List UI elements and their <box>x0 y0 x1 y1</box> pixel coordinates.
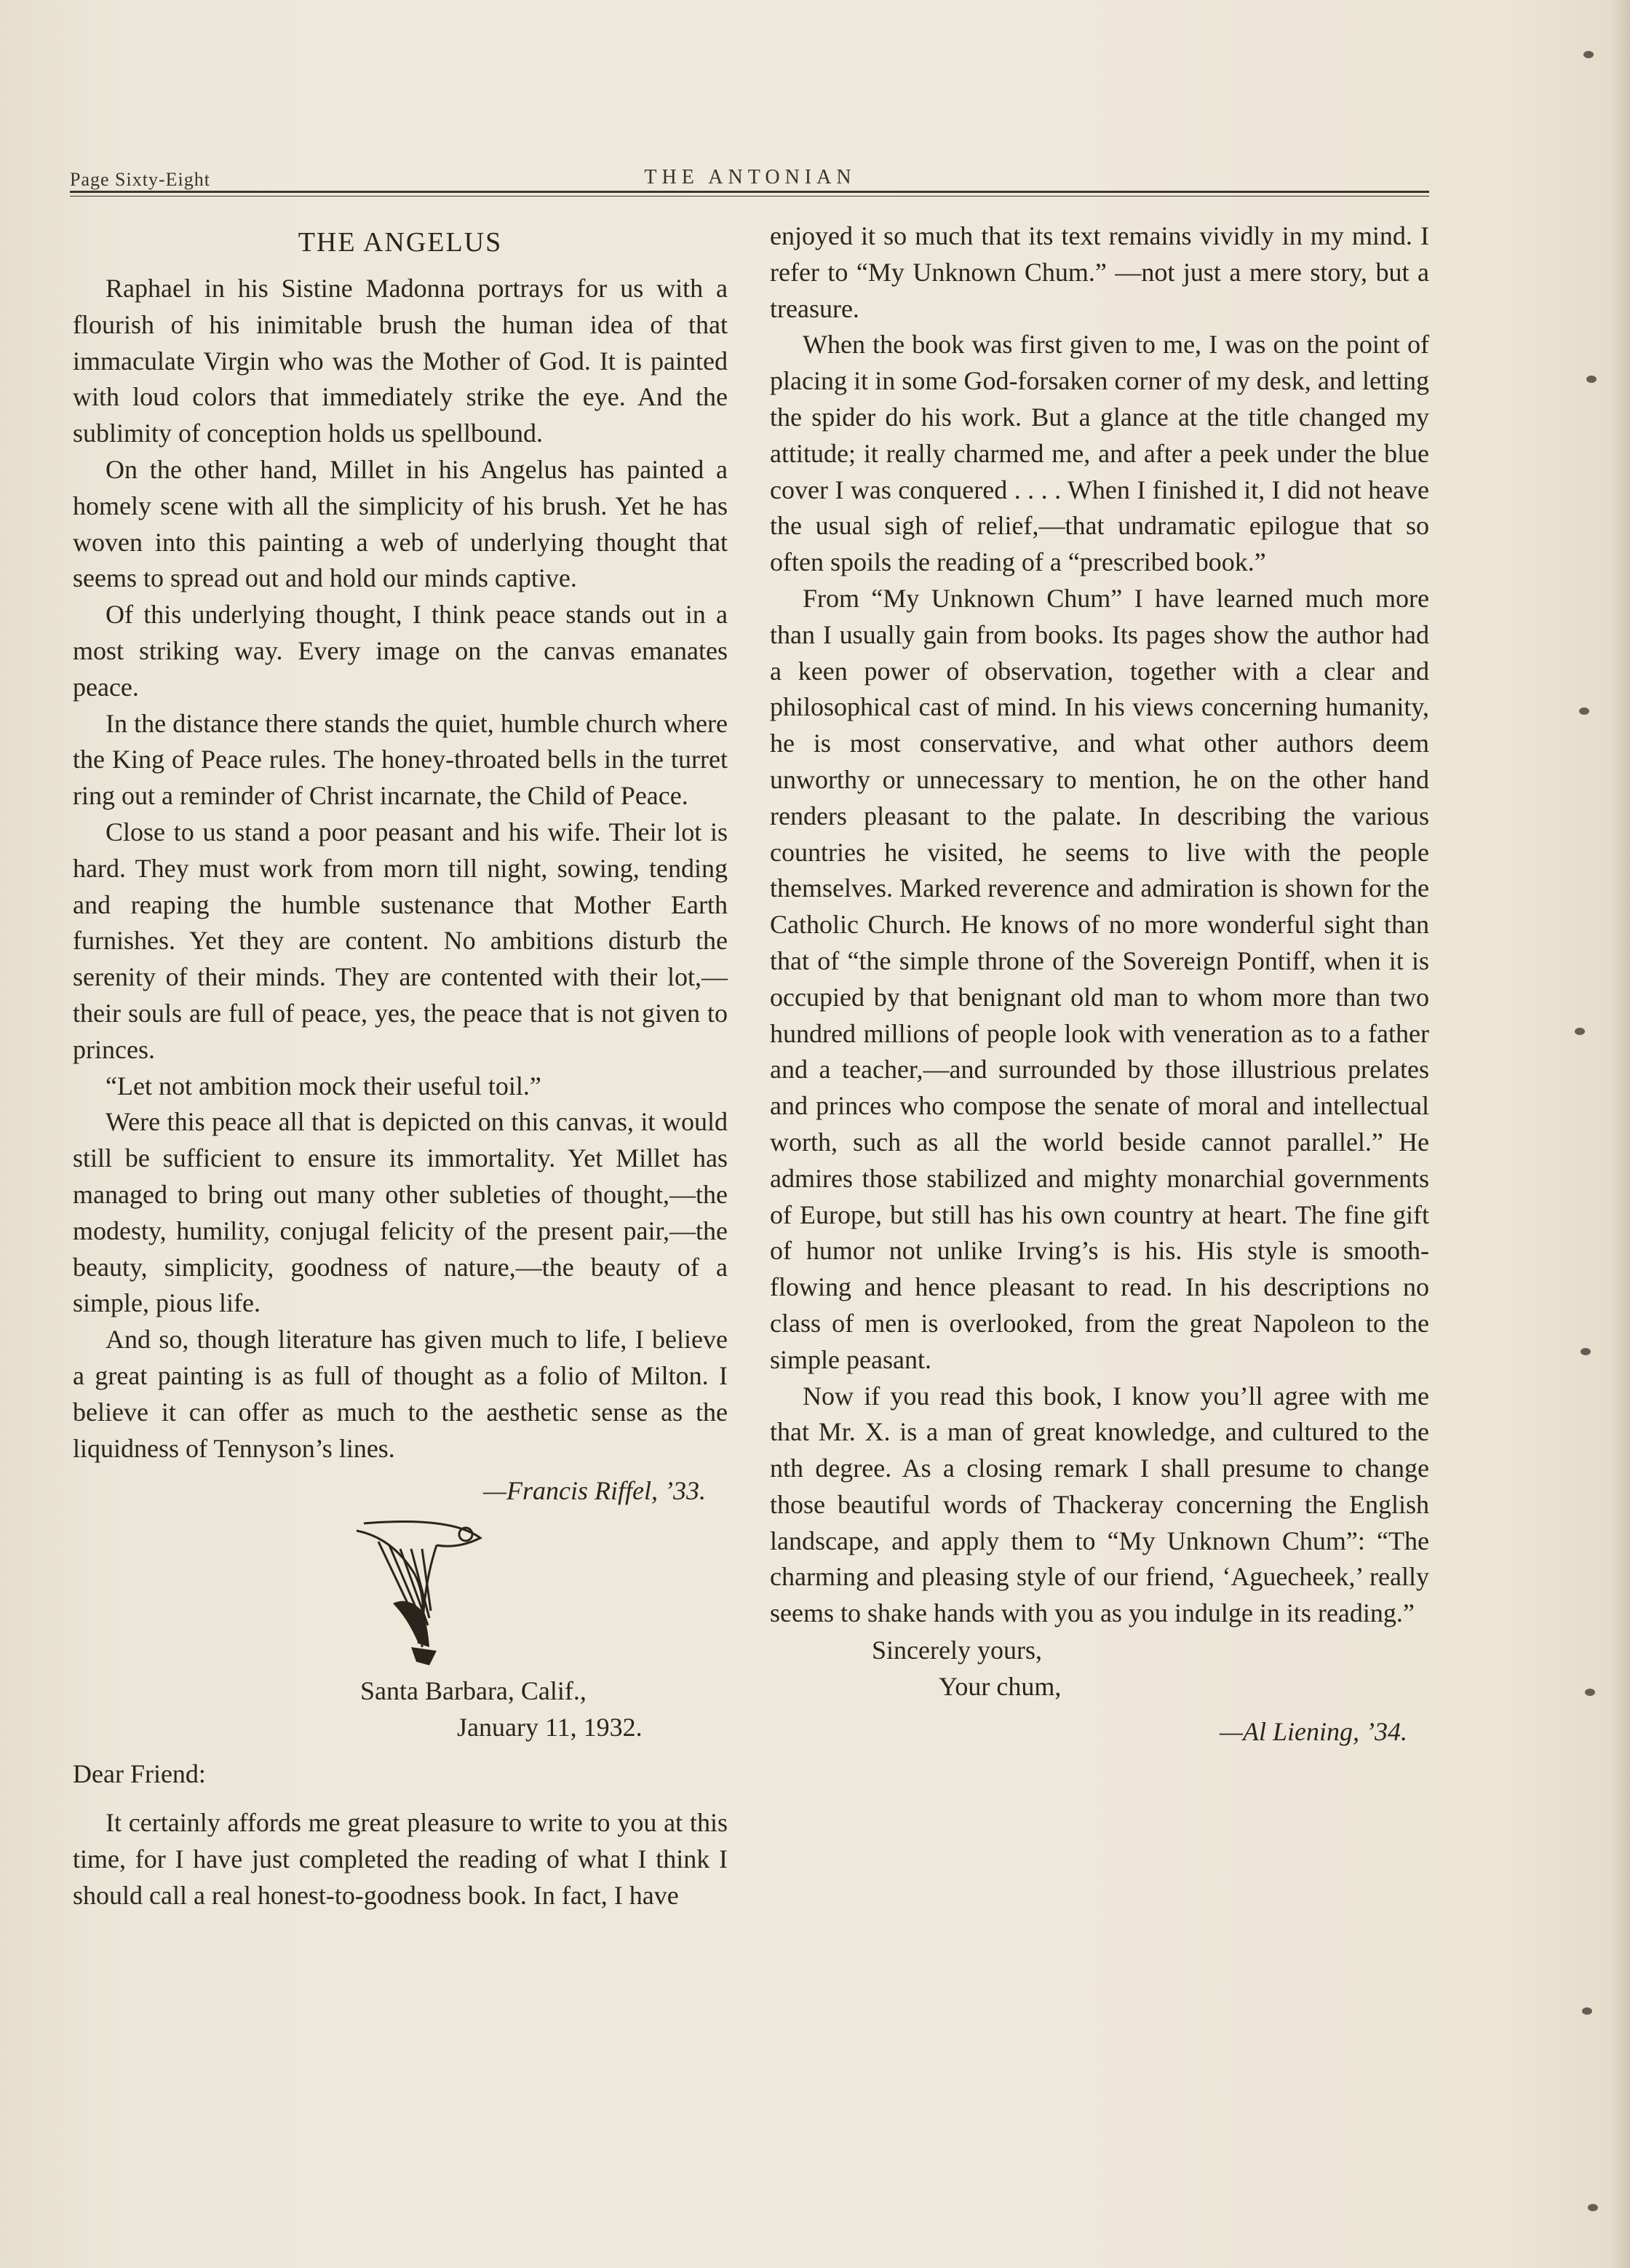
letter-salutation: Dear Friend: <box>73 1759 206 1789</box>
paragraph: Now if you read this book, I know you’ll agree with me that Mr. X. is a man of great knowledge, and cultured to the nth degree. As a closing remark I shall presume to change those beautiful words of Thackeray concerning the English landscape, and apply them to “My Unknown Chum”: “The charming and pleasing style of our friend, ‘Aguecheek,’ really seems to shake hands with you as you indulge in its reading.” <box>770 1381 1429 1628</box>
article-title: THE ANGELUS <box>298 227 503 258</box>
paragraph: It certainly affords me great pleasure to write to you at this time, for I have just completed the reading of what I think I should call a real honest-to-goodness book. In fact, I have <box>73 1808 728 1910</box>
binding-hole <box>1586 376 1597 383</box>
letter-heading <box>73 1673 728 1745</box>
paragraph: And so, though literature has given much to life, I believe a great painting is as full of thought as a folio of Milton. I believe it can offer as much to the aesthetic sense as the liquidness of Tennyson’s lines. <box>73 1325 728 1463</box>
left-column <box>73 218 728 1914</box>
paragraph: enjoyed it so much that its text remains vividly in my mind. I refer to “My Unknown Chum.” —not just a mere story, but a treasure. <box>770 221 1429 323</box>
paragraph: On the other hand, Millet in his Angelus has painted a homely scene with all the simplicity of his brush. Yet he has woven into this painting a web of underlying thought that seems to spread out and hold our minds captive. <box>73 454 728 593</box>
binding-hole <box>1588 2204 1598 2211</box>
binding-hole <box>1583 51 1594 58</box>
paragraph: Were this peace all that is depicted on this canvas, it would still be sufficient to ensure its immortality. Yet Millet has managed to bring out many other subleties of thought,—the modesty, humility, conjugal felicity of the present pair,—the beauty, simplicity, goodness of nature,—the beauty of a simple, pious life. <box>73 1107 728 1318</box>
letter-closing-2: Your chum, <box>939 1672 1062 1702</box>
author-signature: —Francis Riffel, ’33. <box>483 1476 706 1506</box>
paragraph: From “My Unknown Chum” I have learned much more than I usually gain from books. Its pages show the author had a keen power of observation, together with a clear and philosophical cast of mind. In his views concerning humanity, he is most conservative, and what other authors deem unworthy or unnecessary to mention, he on the other hand renders pleasant to the palate. In describing the various countries he visited, he seems to live with the people themselves. Marked reverence and admiration is shown for the Catholic Church. He knows of no more wonderful sight than that of “the simple throne of the Sovereign Pontiff, when it is occupied by that benignant old man to whom more than two hundred millions of people look with veneration as to a father and a teacher,—and surrounded by those illustrious prelates and princes who compose the senate of moral and intellectual worth, such as all the world beside cannot parallel.” He admires those stabilized and mighty monarchial governments of Europe, but still has his own country at heart. The fine gift of humor not unlike Irving’s is his. His style is smooth-flowing and hence pleasant to read. In his descriptions no class of men is overlooked, from the great Napoleon to the simple peasant. <box>770 583 1429 1374</box>
binding-hole <box>1585 1689 1595 1696</box>
letter-date: January 11, 1932. <box>457 1713 643 1742</box>
right-column <box>770 218 1429 1750</box>
letter-signature: —Al Liening, ’34. <box>1220 1717 1407 1747</box>
paragraph: In the distance there stands the quiet, humble church where the King of Peace rules. The honey-throated bells in the turret ring out a reminder of Christ incarnate, the Child of Peace. <box>73 708 728 811</box>
paragraph: Close to us stand a poor peasant and his wife. Their lot is hard. They must work from morn till night, sowing, tending and reaping the humble sustenance that Mother Earth furnishes. Yet they are content. No ambitions disturb the serenity of their minds. They are contented with their lot,—their souls are full of peace, yes, the peace that is not given to princes. <box>73 817 728 1064</box>
journal-title: THE ANTONIAN <box>644 166 856 189</box>
paragraph: When the book was first given to me, I was on the point of placing it in some God-forsaken corner of my desk, and letting the spider do his work. But a glance at the title changed my attitude; it really charmed me, and after a peek under the blue cover I was conquered . . . . When I finished it, I did not heave the usual sigh of relief,—that undramatic epilogue that so often spoils the reading of a “prescribed book.” <box>770 330 1429 577</box>
binding-hole <box>1575 1028 1585 1035</box>
binding-hole <box>1581 1348 1591 1355</box>
quote: “Let not ambition mock their useful toil.” <box>106 1071 541 1101</box>
letter-closing: Sincerely yours, <box>872 1635 1042 1665</box>
binding-hole <box>1582 2007 1592 2015</box>
page-edge-shadow <box>1610 0 1630 2268</box>
page-number: Page Sixty-Eight <box>70 169 210 190</box>
header-rule-thin <box>70 196 1429 197</box>
header-rule <box>70 191 1429 193</box>
paragraph: Raphael in his Sistine Madonna portrays for us with a flourish of his inimitable brush the human idea of that immaculate Virgin who was the Mother of God. It is painted with loud colors that immediately strike the eye. And the sublimity of conception holds us spellbound. <box>73 274 728 448</box>
paragraph: Of this underlying thought, I think peace stands out in a most striking way. Every image on the canvas emanates peace. <box>73 600 728 702</box>
binding-hole <box>1579 707 1589 715</box>
letter-place: Santa Barbara, Calif., <box>360 1676 587 1706</box>
harp-emblem-icon <box>349 1516 488 1669</box>
